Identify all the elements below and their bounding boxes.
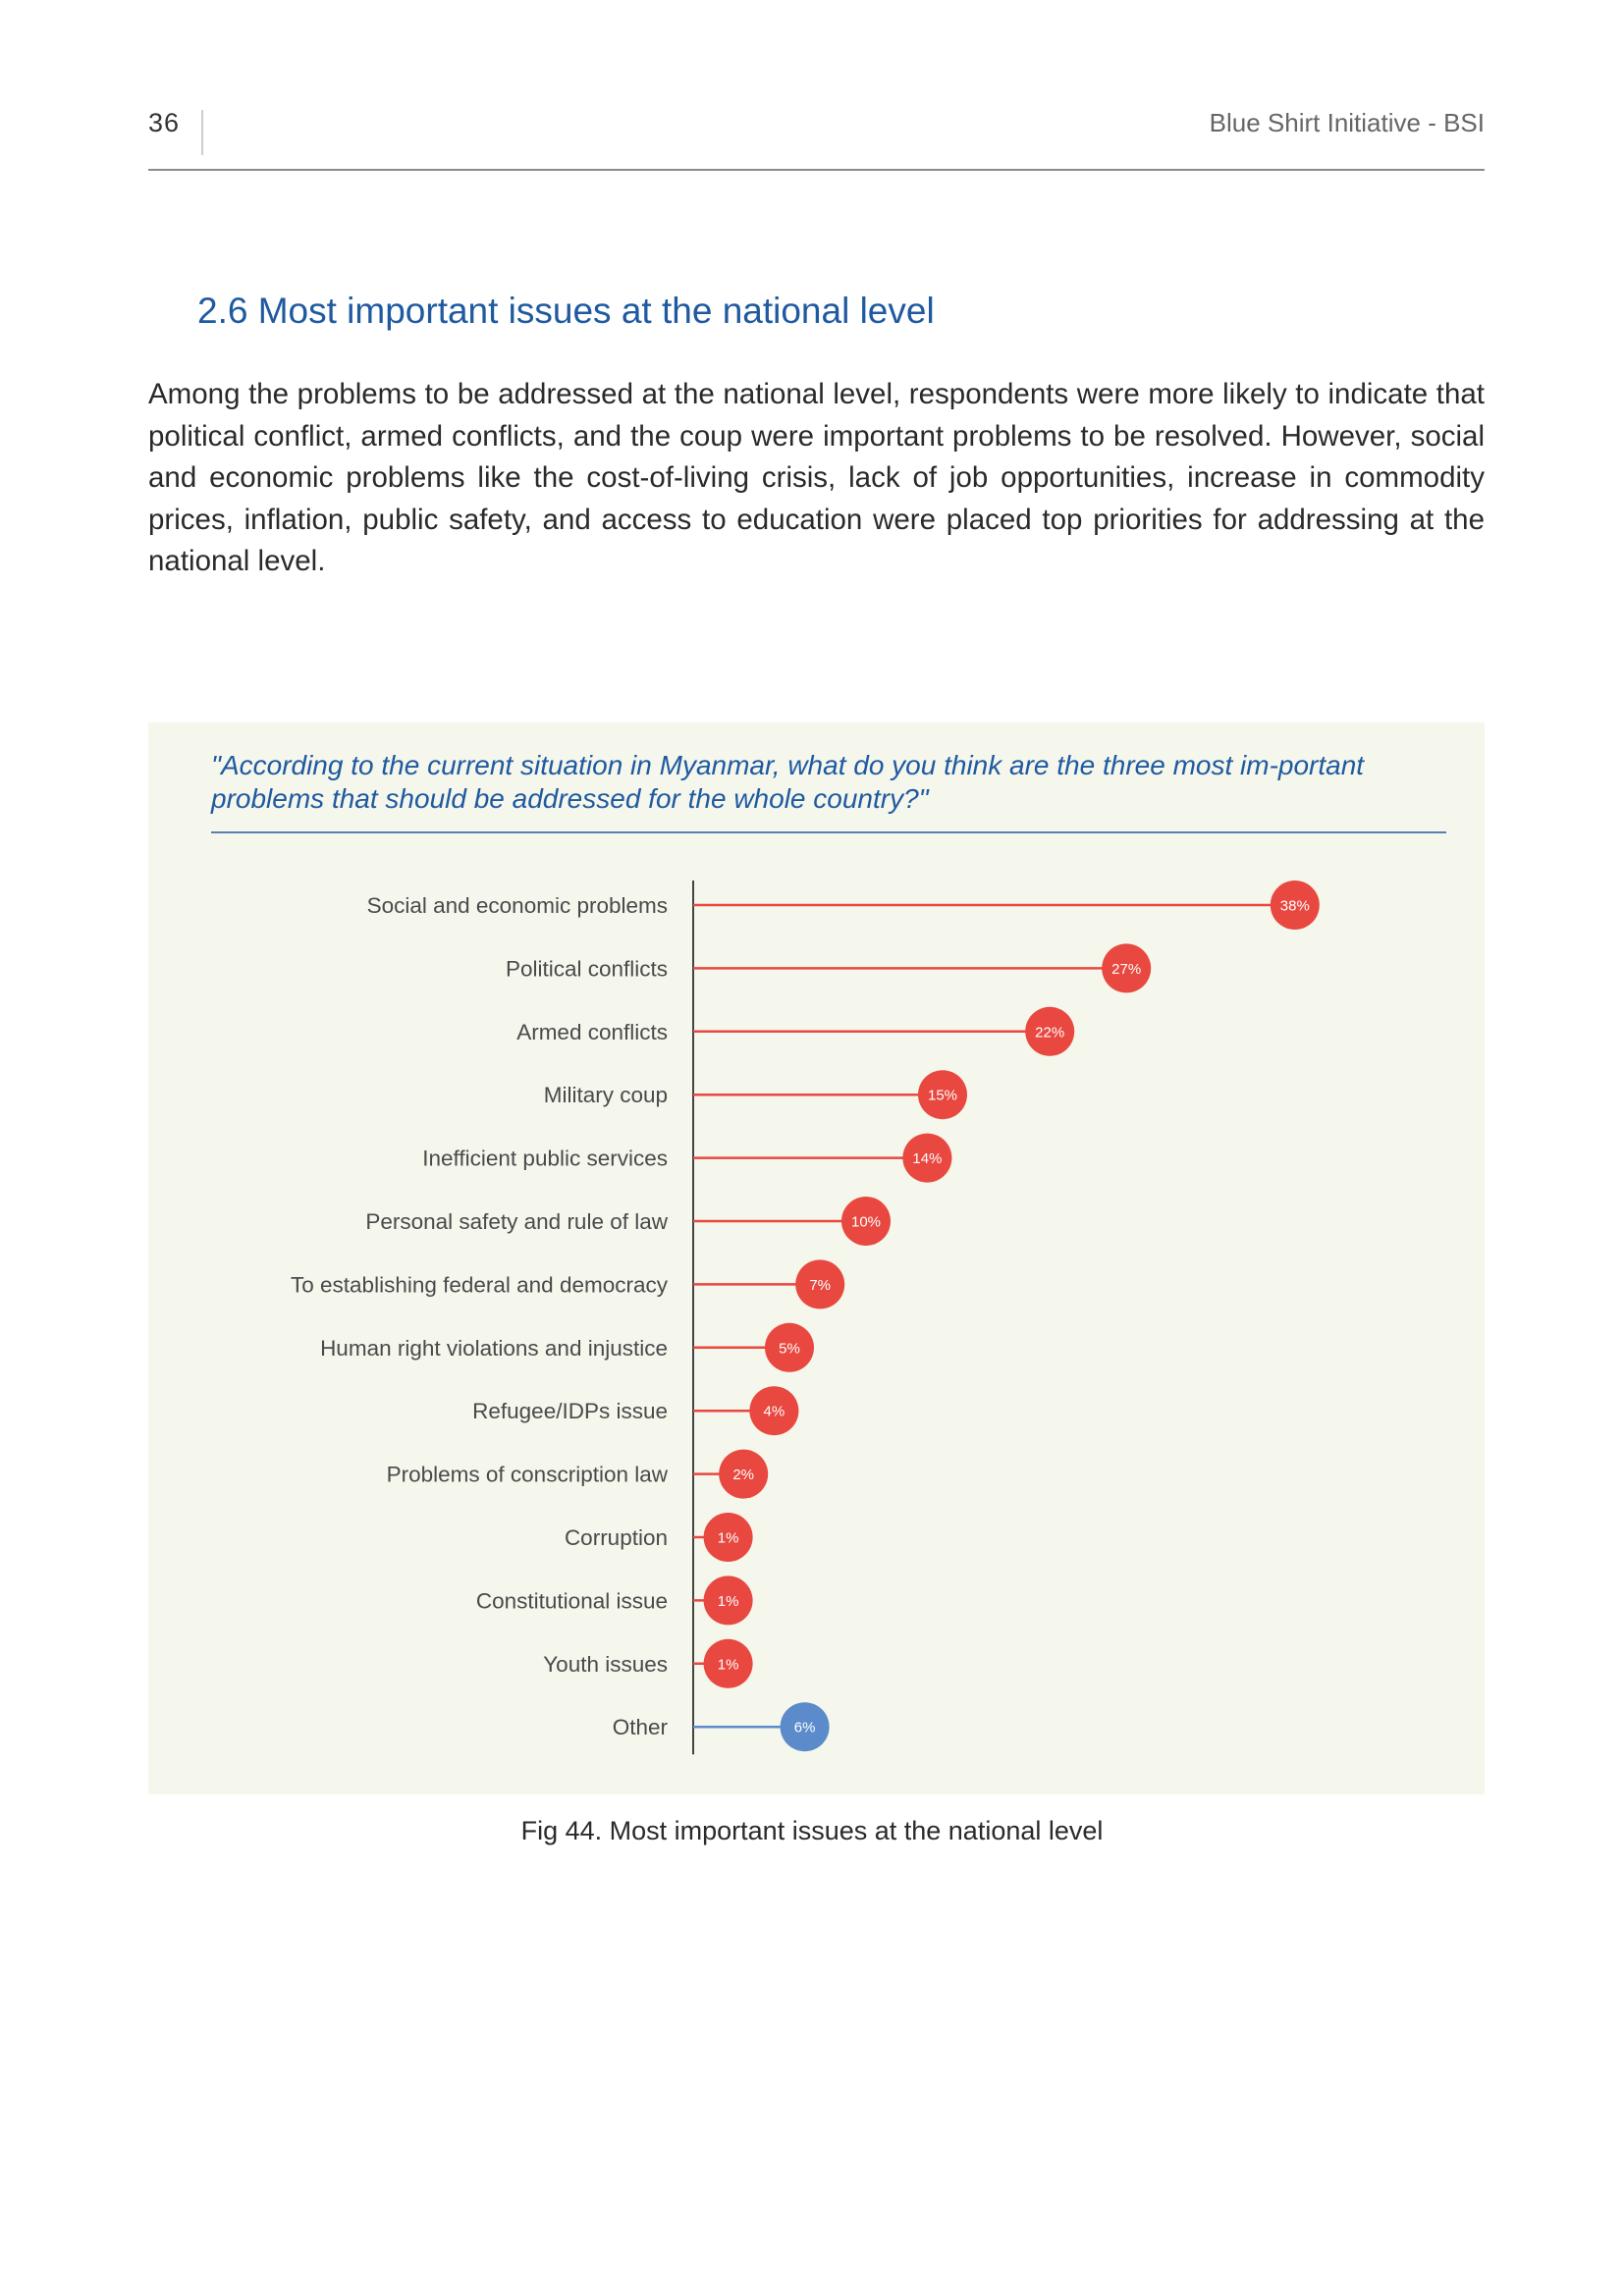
value-label: 14%	[912, 1150, 943, 1168]
category-label: Personal safety and rule of law	[365, 1209, 668, 1234]
value-label: 1%	[717, 1592, 739, 1610]
value-label: 7%	[809, 1276, 832, 1294]
value-label: 27%	[1111, 960, 1142, 978]
figure-question: "According to the current situation in Myanmar, what do you think are the three most im-portant problems that should be addressed for the whole country?"	[211, 750, 1365, 814]
value-label: 4%	[763, 1403, 785, 1420]
value-label: 38%	[1279, 897, 1310, 915]
category-label: Inefficient public services	[422, 1146, 668, 1171]
running-head: Blue Shirt Initiative - BSI	[1209, 108, 1485, 137]
lollipop-chart	[148, 722, 1485, 1794]
category-label: Youth issues	[543, 1651, 668, 1677]
section-title: 2.6 Most important issues at the national level	[197, 291, 935, 331]
category-label: Social and economic problems	[366, 893, 668, 918]
figure-caption: Fig 44. Most important issues at the national level	[520, 1816, 1104, 1845]
value-label: 22%	[1035, 1024, 1065, 1041]
category-label: Human right violations and injustice	[320, 1335, 668, 1361]
header-divider	[201, 110, 203, 155]
figure-panel	[148, 722, 1485, 1794]
category-label: Political conflicts	[505, 956, 668, 982]
value-label: 6%	[793, 1719, 816, 1736]
category-label: To establishing federal and democracy	[291, 1272, 668, 1298]
category-label: Problems of conscription law	[386, 1462, 668, 1487]
value-label: 15%	[927, 1087, 958, 1104]
category-label: Constitutional issue	[475, 1588, 668, 1614]
category-label: Corruption	[564, 1525, 668, 1550]
value-label: 1%	[717, 1529, 739, 1547]
value-label: 1%	[717, 1656, 739, 1674]
category-label: Other	[612, 1715, 668, 1740]
header-rule	[148, 169, 1485, 171]
value-label: 2%	[732, 1467, 755, 1484]
value-label: 10%	[850, 1213, 882, 1231]
body-paragraph: Among the problems to be addressed at the national level, respondents were more likely to indicate that political conflict, armed conflicts, and the coup were important problems to be resolved. However, social and economic problems like the cost-of-living crisis, lack of job opportunities, increase in commodity prices, inflation, public safety, and access to education were placed top priorities for addressing at the national level.	[148, 378, 1485, 577]
category-label: Refugee/IDPs issue	[472, 1399, 668, 1424]
value-label: 5%	[779, 1340, 800, 1358]
category-label: Military coup	[543, 1083, 668, 1108]
page-number: 36	[148, 108, 181, 137]
category-label: Armed conflicts	[516, 1019, 668, 1044]
